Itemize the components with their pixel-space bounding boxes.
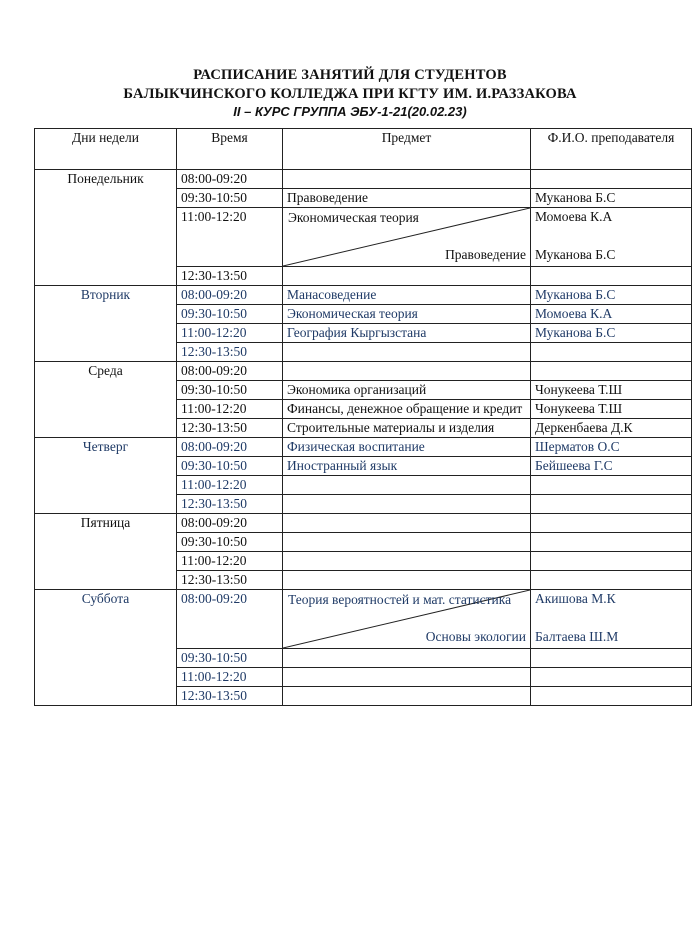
day-cell-wednesday: Среда bbox=[35, 362, 177, 438]
subject-cell bbox=[283, 267, 531, 286]
table-row bbox=[35, 362, 692, 381]
teacher-alternate: Балтаева Ш.М bbox=[535, 629, 619, 644]
subject-alternate: Правоведение bbox=[445, 247, 526, 262]
teacher-cell: Деркенбаева Д.К bbox=[531, 419, 692, 438]
teacher-cell bbox=[531, 514, 692, 533]
day-cell-tuesday: Вторник bbox=[35, 286, 177, 362]
time-cell: 09:30-10:50 bbox=[177, 305, 283, 324]
time-cell: 08:00-09:20 bbox=[177, 590, 283, 649]
schedule-table bbox=[34, 128, 692, 706]
teacher-cell bbox=[531, 343, 692, 362]
time-cell: 11:00-12:20 bbox=[177, 668, 283, 687]
subject-primary: Теория вероятностей и мат. статистика bbox=[288, 592, 512, 607]
teacher-cell: Чонукеева Т.Ш bbox=[531, 381, 692, 400]
time-cell: 12:30-13:50 bbox=[177, 495, 283, 514]
teacher-cell bbox=[531, 476, 692, 495]
day-cell-thursday: Четверг bbox=[35, 438, 177, 514]
teacher-cell: Шерматов О.С bbox=[531, 438, 692, 457]
subject-cell bbox=[283, 476, 531, 495]
day-cell-monday: Понедельник bbox=[35, 170, 177, 286]
split-subject-cell bbox=[283, 208, 531, 267]
subject-cell bbox=[283, 552, 531, 571]
subject-cell bbox=[283, 533, 531, 552]
time-cell: 12:30-13:50 bbox=[177, 343, 283, 362]
time-cell: 08:00-09:20 bbox=[177, 514, 283, 533]
subject-cell: Иностранный язык bbox=[283, 457, 531, 476]
teacher-cell bbox=[531, 267, 692, 286]
teacher-cell: Бейшеева Г.С bbox=[531, 457, 692, 476]
title-line-2: БАЛЫКЧИНСКОГО КОЛЛЕДЖА ПРИ КГТУ ИМ. И.РАЗЗАКОВА bbox=[123, 86, 577, 102]
split-teacher-cell bbox=[531, 208, 692, 267]
subject-primary: Экономическая теория bbox=[288, 210, 419, 225]
time-cell: 11:00-12:20 bbox=[177, 552, 283, 571]
teacher-cell bbox=[531, 495, 692, 514]
teacher-cell bbox=[531, 533, 692, 552]
time-cell: 09:30-10:50 bbox=[177, 649, 283, 668]
column-header-subject: Предмет bbox=[283, 129, 531, 170]
time-cell: 09:30-10:50 bbox=[177, 457, 283, 476]
day-cell-saturday: Суббота bbox=[35, 590, 177, 706]
time-cell: 08:00-09:20 bbox=[177, 362, 283, 381]
table-row bbox=[35, 438, 692, 457]
time-cell: 11:00-12:20 bbox=[177, 208, 283, 267]
teacher-primary: Момоева К.А bbox=[535, 209, 613, 224]
teacher-cell bbox=[531, 571, 692, 590]
time-cell: 12:30-13:50 bbox=[177, 419, 283, 438]
time-cell: 09:30-10:50 bbox=[177, 189, 283, 208]
time-cell: 12:30-13:50 bbox=[177, 571, 283, 590]
group-subtitle: II – КУРС ГРУППА ЭБУ-1-21(20.02.23) bbox=[233, 104, 467, 119]
subject-cell: География Кыргызстана bbox=[283, 324, 531, 343]
subject-cell: Финансы, денежное обращение и кредит bbox=[283, 400, 531, 419]
teacher-cell: Момоева К.А bbox=[531, 305, 692, 324]
time-cell: 08:00-09:20 bbox=[177, 170, 283, 189]
subject-alternate: Основы экологии bbox=[425, 629, 526, 644]
teacher-cell: Муканова Б.С bbox=[531, 324, 692, 343]
subject-cell bbox=[283, 687, 531, 706]
subject-cell bbox=[283, 362, 531, 381]
day-cell-friday: Пятница bbox=[35, 514, 177, 590]
teacher-cell bbox=[531, 687, 692, 706]
subject-cell bbox=[283, 514, 531, 533]
subject-cell: Манасоведение bbox=[283, 286, 531, 305]
subject-cell bbox=[283, 170, 531, 189]
teacher-cell bbox=[531, 668, 692, 687]
time-cell: 11:00-12:20 bbox=[177, 324, 283, 343]
subject-cell bbox=[283, 495, 531, 514]
table-row bbox=[35, 170, 692, 189]
split-subject-cell bbox=[283, 590, 531, 649]
teacher-cell bbox=[531, 552, 692, 571]
teacher-cell bbox=[531, 362, 692, 381]
time-cell: 11:00-12:20 bbox=[177, 476, 283, 495]
table-row bbox=[35, 286, 692, 305]
teacher-cell: Муканова Б.С bbox=[531, 189, 692, 208]
title-line-1: РАСПИСАНИЕ ЗАНЯТИЙ ДЛЯ СТУДЕНТОВ bbox=[193, 67, 507, 83]
subject-cell: Экономика организаций bbox=[283, 381, 531, 400]
time-cell: 12:30-13:50 bbox=[177, 687, 283, 706]
subject-cell: Физическая воспитание bbox=[283, 438, 531, 457]
teacher-cell: Чонукеева Т.Ш bbox=[531, 400, 692, 419]
subject-cell bbox=[283, 649, 531, 668]
time-cell: 08:00-09:20 bbox=[177, 286, 283, 305]
table-row bbox=[35, 590, 692, 649]
time-cell: 09:30-10:50 bbox=[177, 533, 283, 552]
subject-cell bbox=[283, 668, 531, 687]
time-cell: 09:30-10:50 bbox=[177, 381, 283, 400]
table-row bbox=[35, 514, 692, 533]
time-cell: 11:00-12:20 bbox=[177, 400, 283, 419]
time-cell: 08:00-09:20 bbox=[177, 438, 283, 457]
teacher-cell: Муканова Б.С bbox=[531, 286, 692, 305]
time-cell: 12:30-13:50 bbox=[177, 267, 283, 286]
column-header-day: Дни недели bbox=[35, 129, 177, 170]
subject-cell: Строительные материалы и изделия bbox=[283, 419, 531, 438]
subject-cell bbox=[283, 343, 531, 362]
teacher-cell bbox=[531, 649, 692, 668]
teacher-primary: Акишова М.К bbox=[535, 591, 616, 606]
split-teacher-cell bbox=[531, 590, 692, 649]
subject-cell: Экономическая теория bbox=[283, 305, 531, 324]
subject-cell bbox=[283, 571, 531, 590]
column-header-time: Время bbox=[177, 129, 283, 170]
teacher-cell bbox=[531, 170, 692, 189]
teacher-alternate: Муканова Б.С bbox=[535, 247, 616, 262]
title-block bbox=[0, 66, 700, 120]
subject-cell: Правоведение bbox=[283, 189, 531, 208]
column-header-teacher: Ф.И.О. преподавателя bbox=[531, 129, 692, 170]
